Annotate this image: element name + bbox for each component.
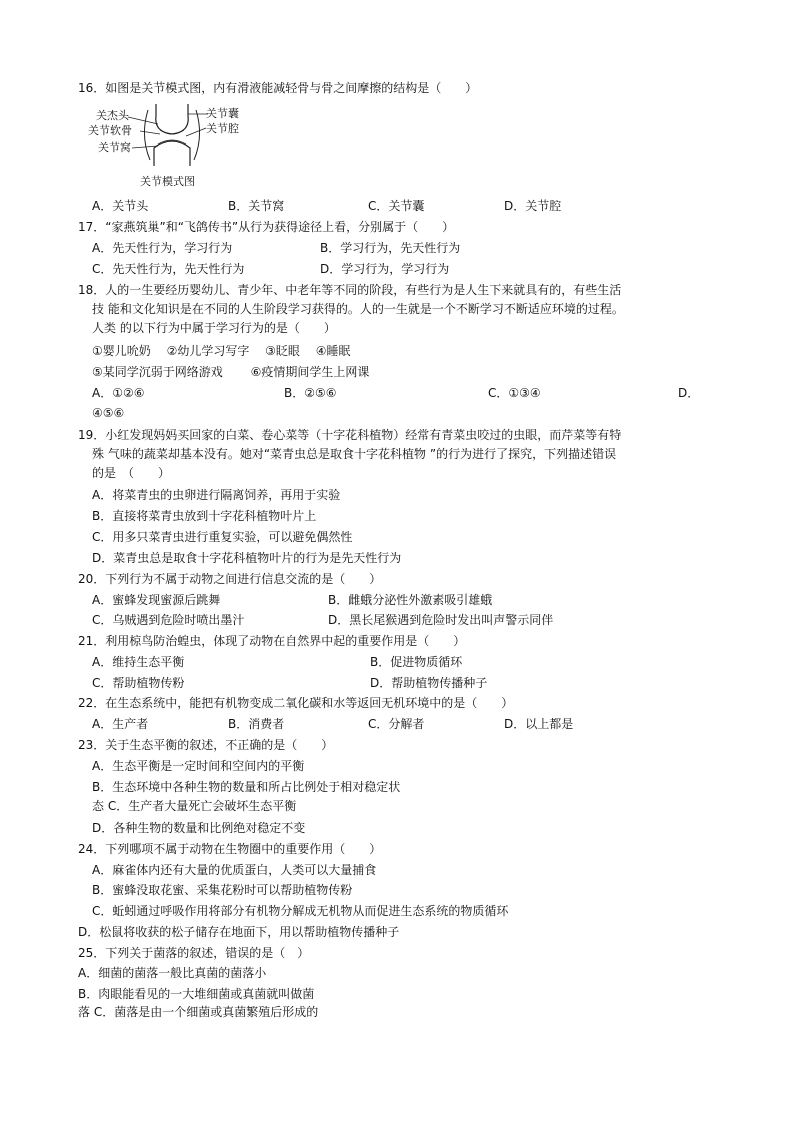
q22-option-d: D．以上都是 bbox=[504, 717, 574, 731]
question-16-stem: 16．如图是关节模式图，内有滑液能减轻骨与骨之间摩擦的结构是（ ） bbox=[78, 81, 478, 95]
q19-option-b: B．直接将菜青虫放到十字花科植物叶片上 bbox=[92, 509, 317, 523]
question-18-stem-line3: 人类 的以下行为中属于学习行为的是（ ） bbox=[92, 321, 336, 335]
q17-option-b: B．学习行为，先天性行为 bbox=[320, 241, 461, 255]
q18-items-line2: ⑤某同学沉弱于网络游戏 ⑥疫情期间学生上网课 bbox=[92, 365, 370, 379]
joint-diagram bbox=[88, 104, 258, 194]
q16-option-d: D．关节腔 bbox=[504, 199, 562, 213]
label-joint-cavity: 关节腔 bbox=[206, 122, 239, 135]
q23-option-d: D．各种生物的数量和比例绝对稳定不变 bbox=[92, 821, 306, 835]
q18-option-d-value: ④⑤⑥ bbox=[92, 406, 125, 420]
q17-option-c: C．先天性行为，先天性行为 bbox=[92, 262, 245, 276]
q16-option-a: A．关节头 bbox=[92, 199, 149, 213]
q19-option-d: D．菜青虫总是取食十字花科植物叶片的行为是先天性行为 bbox=[92, 551, 402, 565]
question-22-stem: 22．在生态系统中，能把有机物变成二氧化碳和水等返回无机环境中的是（ ） bbox=[78, 696, 514, 710]
question-18-stem-line2: 技 能和文化知识是在不同的人生阶段学习获得的。人的一生就是一个不断学习不断适应环境的过程。 bbox=[92, 302, 624, 316]
q24-option-a: A．麻雀体内还有大量的优质蛋白，人类可以大量捕食 bbox=[92, 863, 377, 877]
q23-option-c: 态 C．生产者大量死亡会破坏生态平衡 bbox=[92, 799, 297, 813]
question-18-stem: 18．人的一生要经历婴幼儿、青少年、中老年等不同的阶段，有些行为是人生下来就具有的，有些生活 bbox=[78, 283, 622, 297]
q25-option-a: A．细菌的菌落一般比真菌的菌落小 bbox=[78, 966, 267, 980]
q19-option-c: C．用多只菜青虫进行重复实验，可以避免偶然性 bbox=[92, 530, 353, 544]
q24-option-c: C．蚯蚓通过呼吸作用将部分有机物分解成无机物从而促进生态系统的物质循环 bbox=[92, 904, 509, 918]
q18-option-d: D． bbox=[678, 386, 700, 400]
q24-option-b: B．蜜蜂没取花蜜、采集花粉时可以帮助植物传粉 bbox=[92, 883, 353, 897]
question-23-stem: 23．关于生态平衡的叙述，不正确的是（ ） bbox=[78, 738, 334, 752]
q23-option-a: A．生态平衡是一定时间和空间内的平衡 bbox=[92, 759, 305, 773]
label-joint-capsule: 关节囊 bbox=[206, 107, 239, 120]
q18-items-line1: ①婴儿吮奶 ②幼儿学习写字 ③眨眼 ④睡眠 bbox=[92, 344, 351, 358]
q18-option-a: A．①②⑥ bbox=[92, 386, 145, 400]
q25-option-b: B．肉眼能看见的一大堆细菌或真菌就叫做菌 bbox=[78, 987, 315, 1001]
figure-caption: 关节模式图 bbox=[140, 175, 195, 188]
q20-option-d: D．黑长尾猴遇到危险时发出叫声警示同伴 bbox=[328, 613, 554, 627]
question-17-stem: 17．“家燕筑巢”和“飞鸽传书”从行为获得途径上看，分别属于（ ） bbox=[78, 220, 455, 234]
q22-option-c: C．分解者 bbox=[368, 717, 425, 731]
question-21-stem: 21．利用椋鸟防治蝗虫，体现了动物在自然界中起的重要作用是（ ） bbox=[78, 634, 466, 648]
q21-option-d: D．帮助植物传播种子 bbox=[370, 676, 488, 690]
q18-option-c: C．①③④ bbox=[488, 386, 541, 400]
question-19-stem-line2: 殊 气味的蔬菜却基本没有。她对“菜青虫总是取食十字花科植物 ”的行为进行了探究，下列描述错误 bbox=[92, 447, 617, 461]
q25-option-c: 落 C．菌落是由一个细菌或真菌繁殖后形成的 bbox=[78, 1005, 319, 1019]
q23-option-b: B．生态环境中各种生物的数量和所占比例处于相对稳定状 bbox=[92, 780, 401, 794]
label-cartilage: 关节软骨 bbox=[88, 124, 132, 137]
question-20-stem: 20．下列行为不属于动物之间进行信息交流的是（ ） bbox=[78, 572, 382, 586]
q16-option-c: C．关节囊 bbox=[368, 199, 425, 213]
question-25-stem: 25．下列关于菌落的叙述，错误的是（ ） bbox=[78, 946, 310, 960]
q21-option-c: C．帮助植物传粉 bbox=[92, 676, 185, 690]
q24-option-d: D．松鼠将收获的松子储存在地面下，用以帮助植物传播种子 bbox=[78, 925, 400, 939]
question-19-stem: 19．小红发现妈妈买回家的白菜、卷心菜等（十字花科植物）经常有青菜虫咬过的虫眼，而芹菜等有特 bbox=[78, 428, 622, 442]
question-24-stem: 24．下列哪项不属于动物在生物圈中的重要作用（ ） bbox=[78, 842, 382, 856]
q20-option-b: B．雌蛾分泌性外激素吸引雄蛾 bbox=[328, 593, 493, 607]
label-joint-socket: 关节窝 bbox=[98, 141, 131, 154]
q16-option-b: B．关节窝 bbox=[228, 199, 285, 213]
q21-option-a: A．维持生态平衡 bbox=[92, 655, 185, 669]
q21-option-b: B．促进物质循环 bbox=[370, 655, 463, 669]
q22-option-a: A．生产者 bbox=[92, 717, 149, 731]
q18-option-b: B．②⑤⑥ bbox=[284, 386, 337, 400]
q17-option-d: D．学习行为，学习行为 bbox=[320, 262, 450, 276]
q19-option-a: A．将菜青虫的虫卵进行隔离饲养，再用于实验 bbox=[92, 488, 341, 502]
q17-option-a: A．先天性行为，学习行为 bbox=[92, 241, 233, 255]
q20-option-c: C．乌贼遇到危险时喷出墨汁 bbox=[92, 613, 245, 627]
question-19-stem-line3: 的是 （ ） bbox=[92, 466, 171, 480]
q22-option-b: B．消费者 bbox=[228, 717, 285, 731]
q20-option-a: A．蜜蜂发现蜜源后跳舞 bbox=[92, 593, 221, 607]
label-joint-head: 关杰头 bbox=[96, 109, 129, 122]
